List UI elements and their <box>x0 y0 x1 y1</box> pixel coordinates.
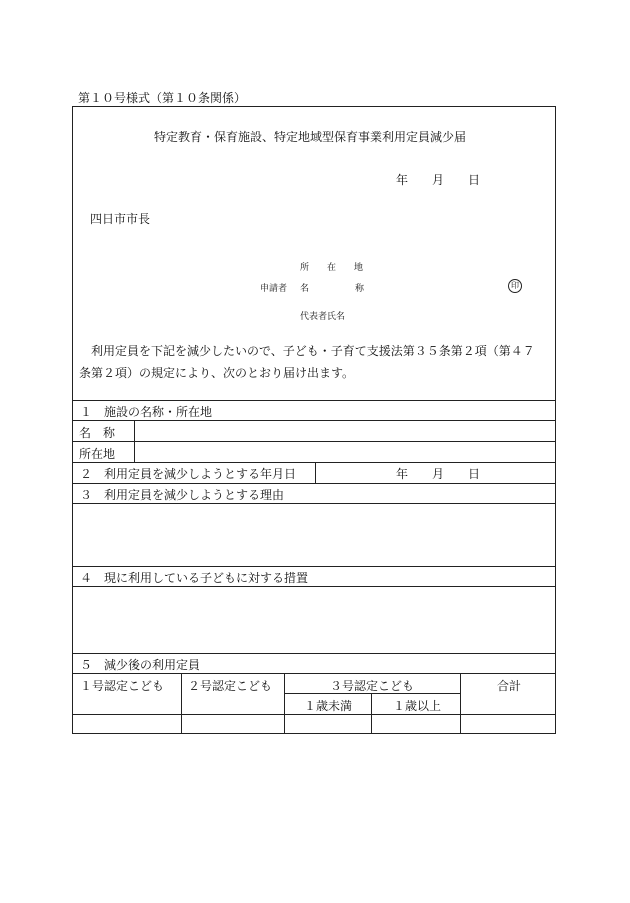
rule-address-row-top <box>72 441 556 442</box>
addressee: 四日市市長 <box>90 212 151 226</box>
rule-capacity-header-top <box>72 673 556 674</box>
rule-col4-divider <box>460 673 461 734</box>
capacity-total-header: 合計 <box>497 679 522 693</box>
section4-title: ４ 現に利用している子どもに対する措置 <box>80 571 309 585</box>
rule-section4-body-top <box>72 586 556 587</box>
section2-title: ２ 利用定員を減少しようとする年月日 <box>80 467 297 481</box>
section3-title: ３ 利用定員を減少しようとする理由 <box>80 488 285 502</box>
rule-section5-top <box>72 653 556 654</box>
rule-name-label-divider <box>134 420 135 462</box>
rule-section3-body-top <box>72 503 556 504</box>
date-month-label: 月 <box>432 173 445 187</box>
date-day-label: 日 <box>468 173 481 187</box>
applicant-label: 申請者 <box>260 284 288 294</box>
seal-mark-icon: 印 <box>508 279 522 293</box>
rule-col3-sub-divider <box>371 693 372 734</box>
section2-year-label: 年 <box>396 467 409 481</box>
capacity-col2-header: ２号認定こども <box>188 679 273 693</box>
representative-label: 代表者氏名 <box>300 312 346 322</box>
facility-name-label: 名 称 <box>79 426 116 440</box>
capacity-col3-sub2-header: １歳以上 <box>393 699 442 713</box>
form-number: 第１０号様式（第１０条関係） <box>78 91 247 105</box>
applicant-name-label-2: 称 <box>355 284 365 294</box>
body-line-1: 利用定員を下記を減少したいので、子ども・子育て支援法第３５条第２項（第４７ <box>79 344 535 358</box>
capacity-col3-header: ３号認定こども <box>330 679 415 693</box>
rule-col2-divider <box>284 673 285 734</box>
rule-section2-divider <box>315 462 316 483</box>
applicant-name-label: 名 <box>300 284 310 294</box>
rule-capacity-values-top <box>72 714 556 715</box>
capacity-col1-header: １号認定こども <box>80 679 165 693</box>
capacity-col3-sub1-header: １歳未満 <box>304 699 353 713</box>
section1-title: １ 施設の名称・所在地 <box>80 405 213 419</box>
section5-title: ５ 減少後の利用定員 <box>80 658 201 672</box>
rule-col1-divider <box>181 673 182 734</box>
section2-day-label: 日 <box>468 467 481 481</box>
rule-section1-top <box>72 400 556 401</box>
section2-month-label: 月 <box>432 467 445 481</box>
rule-section2-top <box>72 462 556 463</box>
body-line-2: 条第２項）の規定により、次のとおり届け出ます。 <box>79 366 355 380</box>
rule-section3-top <box>72 483 556 484</box>
rule-section4-top <box>72 566 556 567</box>
rule-name-row-top <box>72 420 556 421</box>
applicant-location-label: 所 在 地 <box>300 263 364 273</box>
date-year-label: 年 <box>396 173 409 187</box>
form-title: 特定教育・保育施設、特定地域型保育事業利用定員減少届 <box>154 130 467 144</box>
body-paragraph <box>79 340 549 384</box>
facility-address-label: 所在地 <box>79 447 116 461</box>
